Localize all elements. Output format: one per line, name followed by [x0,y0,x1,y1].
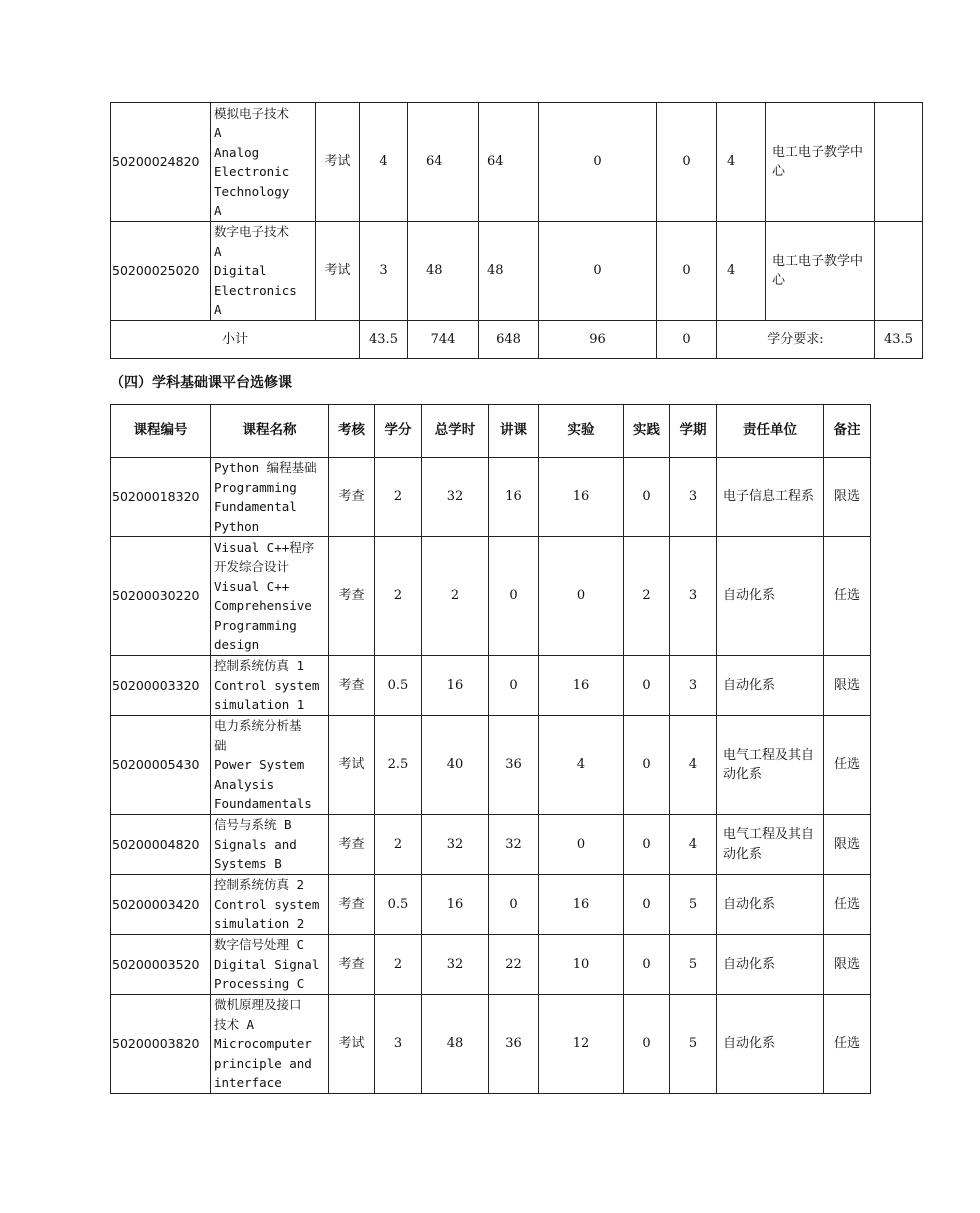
course-code: 50200030220 [111,537,211,656]
total-hours: 64 [408,103,479,222]
table-row [111,875,871,935]
lecture-hours: 0 [489,656,539,716]
practice-hours: 0 [624,458,670,537]
note: 任选 [824,875,871,935]
header-course-code: 课程编号 [111,405,211,458]
responsible-unit: 自动化系 [717,537,824,656]
note [875,222,923,321]
required-courses-table-continued [110,102,923,359]
table-row [111,537,871,656]
experiment-hours: 16 [539,656,624,716]
responsible-unit: 电工电子教学中心 [766,222,875,321]
experiment-hours: 16 [539,875,624,935]
term: 3 [670,537,717,656]
lecture-hours: 32 [489,815,539,875]
course-code: 50200018320 [111,458,211,537]
header-lecture: 讲课 [489,405,539,458]
table-row [111,458,871,537]
responsible-unit: 自动化系 [717,875,824,935]
assessment: 考试 [316,222,360,321]
credit: 0.5 [375,656,422,716]
responsible-unit: 电工电子教学中心 [766,103,875,222]
note: 任选 [824,716,871,815]
course-code: 50200003520 [111,935,211,995]
lecture-hours: 36 [489,716,539,815]
experiment-hours: 0 [539,815,624,875]
total-hours: 48 [408,222,479,321]
course-name: 信号与系统 B Signals and Systems B [211,815,329,875]
note: 限选 [824,656,871,716]
credit: 2 [375,537,422,656]
credit: 4 [360,103,408,222]
term: 4 [670,716,717,815]
credit: 2.5 [375,716,422,815]
note: 任选 [824,537,871,656]
course-name: Python 编程基础 Programming Fundamental Python [211,458,329,537]
responsible-unit: 自动化系 [717,995,824,1094]
responsible-unit: 自动化系 [717,656,824,716]
subtotal-credit: 43.5 [360,321,408,359]
elective-courses-table [110,404,871,1094]
total-hours: 16 [422,656,489,716]
course-name: 模拟电子技术 A Analog Electronic Technology A [211,103,316,222]
responsible-unit: 电气工程及其自动化系 [717,716,824,815]
note: 任选 [824,995,871,1094]
course-code: 50200024820 [111,103,211,222]
course-name: 数字电子技术 A Digital Electronics A [211,222,316,321]
lecture-hours: 0 [489,537,539,656]
total-hours: 48 [422,995,489,1094]
assessment: 考试 [316,103,360,222]
header-credit: 学分 [375,405,422,458]
header-responsible-unit: 责任单位 [717,405,824,458]
lecture-hours: 0 [489,875,539,935]
note: 限选 [824,458,871,537]
credit: 2 [375,815,422,875]
experiment-hours: 0 [539,537,624,656]
header-practice: 实践 [624,405,670,458]
practice-hours: 0 [624,935,670,995]
header-assessment: 考核 [329,405,375,458]
subtotal-lecture-hours: 648 [479,321,539,359]
assessment: 考试 [329,716,375,815]
assessment: 考查 [329,458,375,537]
responsible-unit: 电子信息工程系 [717,458,824,537]
practice-hours: 0 [624,716,670,815]
header-term: 学期 [670,405,717,458]
header-course-name: 课程名称 [211,405,329,458]
course-name: 电力系统分析基 础 Power System Analysis Foundamentals [211,716,329,815]
experiment-hours: 0 [539,222,657,321]
header-note: 备注 [824,405,871,458]
credit: 2 [375,458,422,537]
practice-hours: 0 [657,222,717,321]
header-total-hours: 总学时 [422,405,489,458]
assessment: 考查 [329,815,375,875]
assessment: 考查 [329,656,375,716]
note: 限选 [824,935,871,995]
practice-hours: 0 [624,815,670,875]
total-hours: 16 [422,875,489,935]
total-hours: 32 [422,458,489,537]
assessment: 考查 [329,537,375,656]
term: 5 [670,875,717,935]
course-code: 50200025020 [111,222,211,321]
lecture-hours: 36 [489,995,539,1094]
course-code: 50200003820 [111,995,211,1094]
responsible-unit: 电气工程及其自动化系 [717,815,824,875]
practice-hours: 2 [624,537,670,656]
assessment: 考查 [329,875,375,935]
practice-hours: 0 [624,875,670,935]
lecture-hours: 64 [479,103,539,222]
note [875,103,923,222]
subtotal-label: 小计 [111,321,360,359]
course-name: 控制系统仿真 1 Control system simulation 1 [211,656,329,716]
table-row [111,995,871,1094]
assessment: 考试 [329,995,375,1094]
term: 4 [670,815,717,875]
course-name: 微机原理及接口 技术 A Microcomputer principle and interface [211,995,329,1094]
subtotal-practice-hours: 0 [657,321,717,359]
total-hours: 32 [422,815,489,875]
total-hours: 40 [422,716,489,815]
course-name: 控制系统仿真 2 Control system simulation 2 [211,875,329,935]
credit-requirement-value: 43.5 [875,321,923,359]
table-row [111,103,923,222]
lecture-hours: 22 [489,935,539,995]
lecture-hours: 16 [489,458,539,537]
subtotal-row [111,321,923,359]
course-name: 数字信号处理 C Digital Signal Processing C [211,935,329,995]
total-hours: 32 [422,935,489,995]
table-row [111,815,871,875]
experiment-hours: 4 [539,716,624,815]
term: 3 [670,458,717,537]
practice-hours: 0 [624,995,670,1094]
course-code: 50200003420 [111,875,211,935]
table-row [111,656,871,716]
term: 3 [670,656,717,716]
practice-hours: 0 [624,656,670,716]
responsible-unit: 自动化系 [717,935,824,995]
course-code: 50200004820 [111,815,211,875]
total-hours: 2 [422,537,489,656]
table-header-row [111,405,871,458]
credit: 3 [375,995,422,1094]
assessment: 考查 [329,935,375,995]
course-name: Visual C++程序 开发综合设计 Visual C++ Comprehensive Programming design [211,537,329,656]
table-row [111,716,871,815]
subtotal-experiment-hours: 96 [539,321,657,359]
table-row [111,222,923,321]
term: 4 [717,222,766,321]
credit: 0.5 [375,875,422,935]
subtotal-total-hours: 744 [408,321,479,359]
experiment-hours: 12 [539,995,624,1094]
note: 限选 [824,815,871,875]
term: 4 [717,103,766,222]
practice-hours: 0 [657,103,717,222]
lecture-hours: 48 [479,222,539,321]
term: 5 [670,935,717,995]
credit: 3 [360,222,408,321]
term: 5 [670,995,717,1094]
experiment-hours: 16 [539,458,624,537]
credit-requirement-label: 学分要求: [717,321,875,359]
experiment-hours: 0 [539,103,657,222]
course-code: 50200005430 [111,716,211,815]
credit: 2 [375,935,422,995]
header-experiment: 实验 [539,405,624,458]
course-code: 50200003320 [111,656,211,716]
section-title: （四）学科基础课平台选修课 [110,375,292,391]
experiment-hours: 10 [539,935,624,995]
table-row [111,935,871,995]
